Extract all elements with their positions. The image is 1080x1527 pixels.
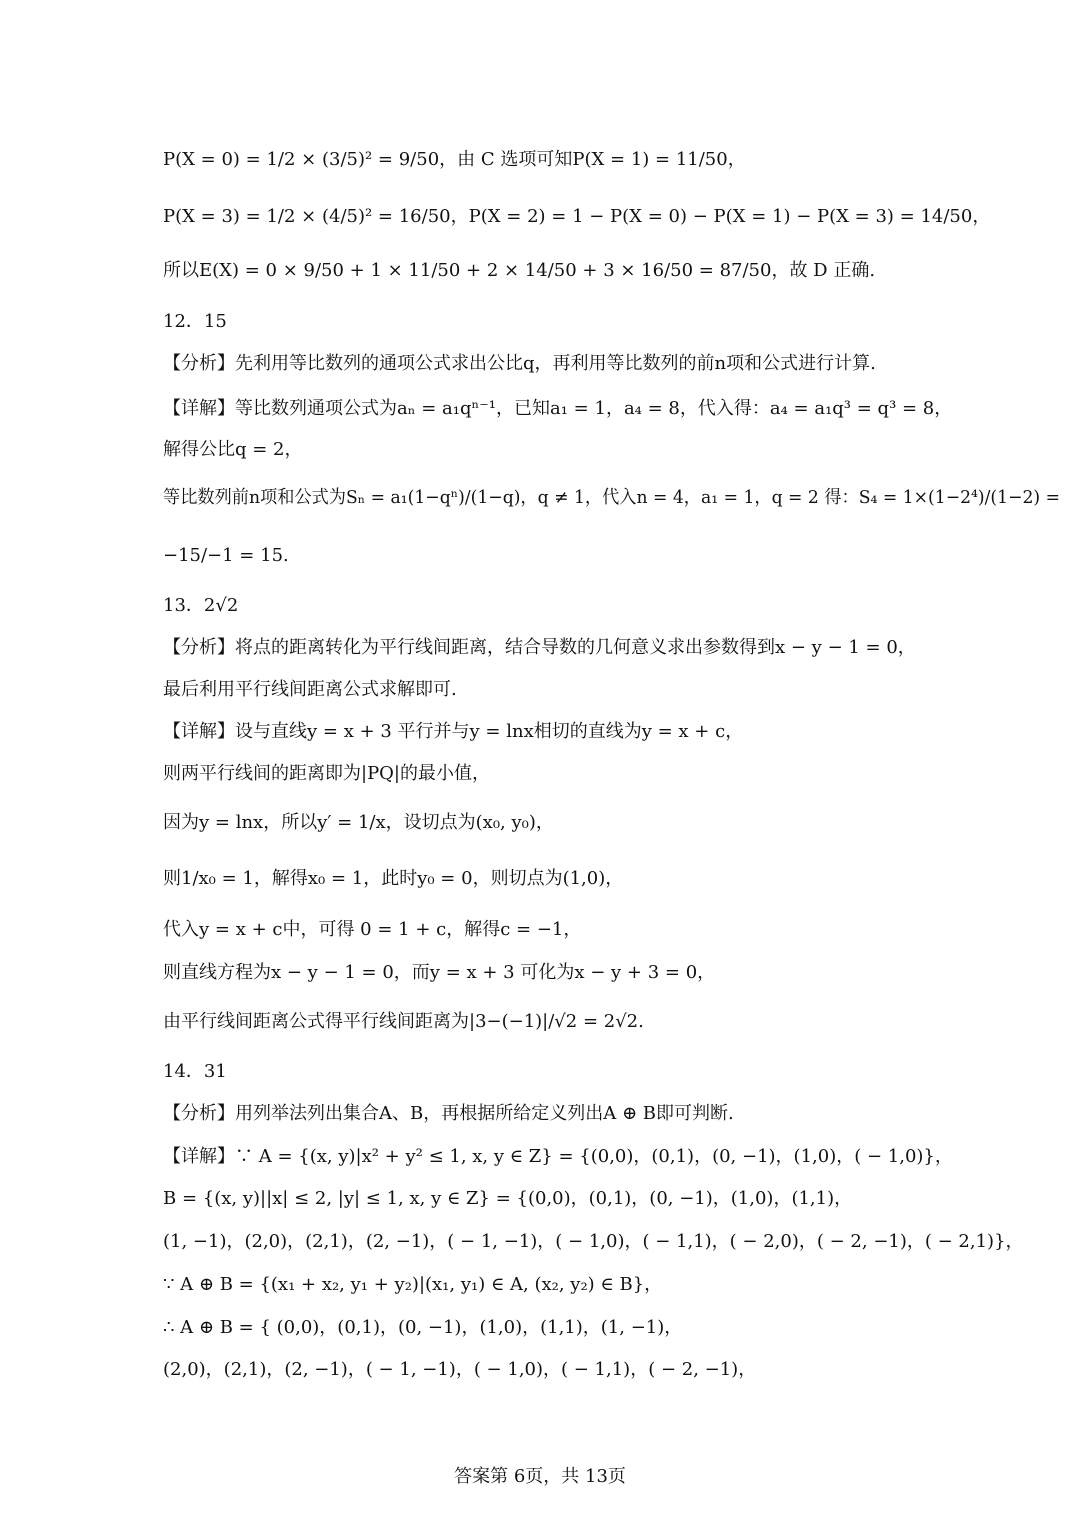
text-line: 由平行线间距离公式得平行线间距离为|3−(−1)|/√2 = 2√2.	[163, 1011, 644, 1032]
detail-line: 【详解】∵ A = {(x, y)|x² + y² ≤ 1, x, y ∈ Z} = {(0,0)，(0,1)，(0, −1)，(1,0)，( − 1,0)}，	[163, 1146, 953, 1167]
text-line: 等比数列前n项和公式为Sₙ = a₁(1−qⁿ)/(1−q)，q ≠ 1，代入n = 4，a₁ = 1，q = 2 得：S₄ = 1×(1−2⁴)/(1−2) =	[163, 487, 1060, 508]
text-line: 代入y = x + c中，可得 0 = 1 + c，解得c = −1，	[163, 919, 582, 940]
text-line: (2,0)，(2,1)，(2, −1)，( − 1, −1)，( − 1,0)，( − 1,1)，( − 2, −1)，	[163, 1359, 757, 1380]
text-line: 则两平行线间的距离即为|PQ|的最小值，	[163, 763, 490, 784]
text-line: (1, −1)，(2,0)，(2,1)，(2, −1)，( − 1, −1)，( − 1,0)，( − 1,1)，( − 2,0)，( − 2, −1)，( − 2,1)}，	[163, 1231, 1024, 1252]
text-line: 最后利用平行线间距离公式求解即可.	[163, 679, 457, 700]
text-line: 则1/x₀ = 1，解得x₀ = 1，此时y₀ = 0，则切点为(1,0)，	[163, 868, 624, 889]
text-line: B = {(x, y)||x| ≤ 2, |y| ≤ 1, x, y ∈ Z} = {(0,0)，(0,1)，(0, −1)，(1,0)，(1,1)，	[163, 1188, 853, 1209]
answer-heading: 13．2√2	[163, 595, 239, 616]
answer-heading: 12．15	[163, 311, 227, 332]
text-line: 则直线方程为x − y − 1 = 0，而y = x + 3 可化为x − y + 3 = 0，	[163, 962, 716, 983]
analysis-line: 【分析】用列举法列出集合A、B，再根据所给定义列出A ⊕ B即可判断.	[163, 1103, 734, 1124]
text-line: −15/−1 = 15.	[163, 545, 289, 566]
analysis-line: 【分析】将点的距离转化为平行线间距离，结合导数的几何意义求出参数得到x − y − 1 = 0，	[163, 637, 916, 658]
detail-line: 【详解】等比数列通项公式为aₙ = a₁qⁿ⁻¹，已知a₁ = 1，a₄ = 8，代入得：a₄ = a₁q³ = q³ = 8，	[163, 398, 953, 419]
text-line: 解得公比q = 2，	[163, 439, 303, 460]
text-line: 因为y = lnx，所以y′ = 1/x，设切点为(x₀, y₀)，	[163, 812, 554, 833]
text-line: 所以E(X) = 0 × 9/50 + 1 × 11/50 + 2 × 14/50 + 3 × 16/50 = 87/50，故 D 正确.	[163, 260, 876, 281]
text-line: P(X = 0) = 1/2 × (3/5)² = 9/50，由 C 选项可知P(X = 1) = 11/50，	[163, 149, 746, 170]
detail-line: 【详解】设与直线y = x + 3 平行并与y = lnx相切的直线为y = x + c，	[163, 721, 744, 742]
text-line: ∵ A ⊕ B = {(x₁ + x₂, y₁ + y₂)|(x₁, y₁) ∈ A, (x₂, y₂) ∈ B}，	[163, 1274, 663, 1295]
page-footer: 答案第 6页，共 13页	[454, 1466, 626, 1487]
answer-heading: 14．31	[163, 1061, 227, 1082]
text-line: P(X = 3) = 1/2 × (4/5)² = 16/50，P(X = 2) = 1 − P(X = 0) − P(X = 1) − P(X = 3) = 14/50，	[163, 206, 991, 227]
text-line: ∴ A ⊕ B = { (0,0)，(0,1)，(0, −1)，(1,0)，(1,1)，(1, −1)，	[163, 1317, 683, 1338]
analysis-line: 【分析】先利用等比数列的通项公式求出公比q，再利用等比数列的前n项和公式进行计算.	[163, 353, 876, 374]
